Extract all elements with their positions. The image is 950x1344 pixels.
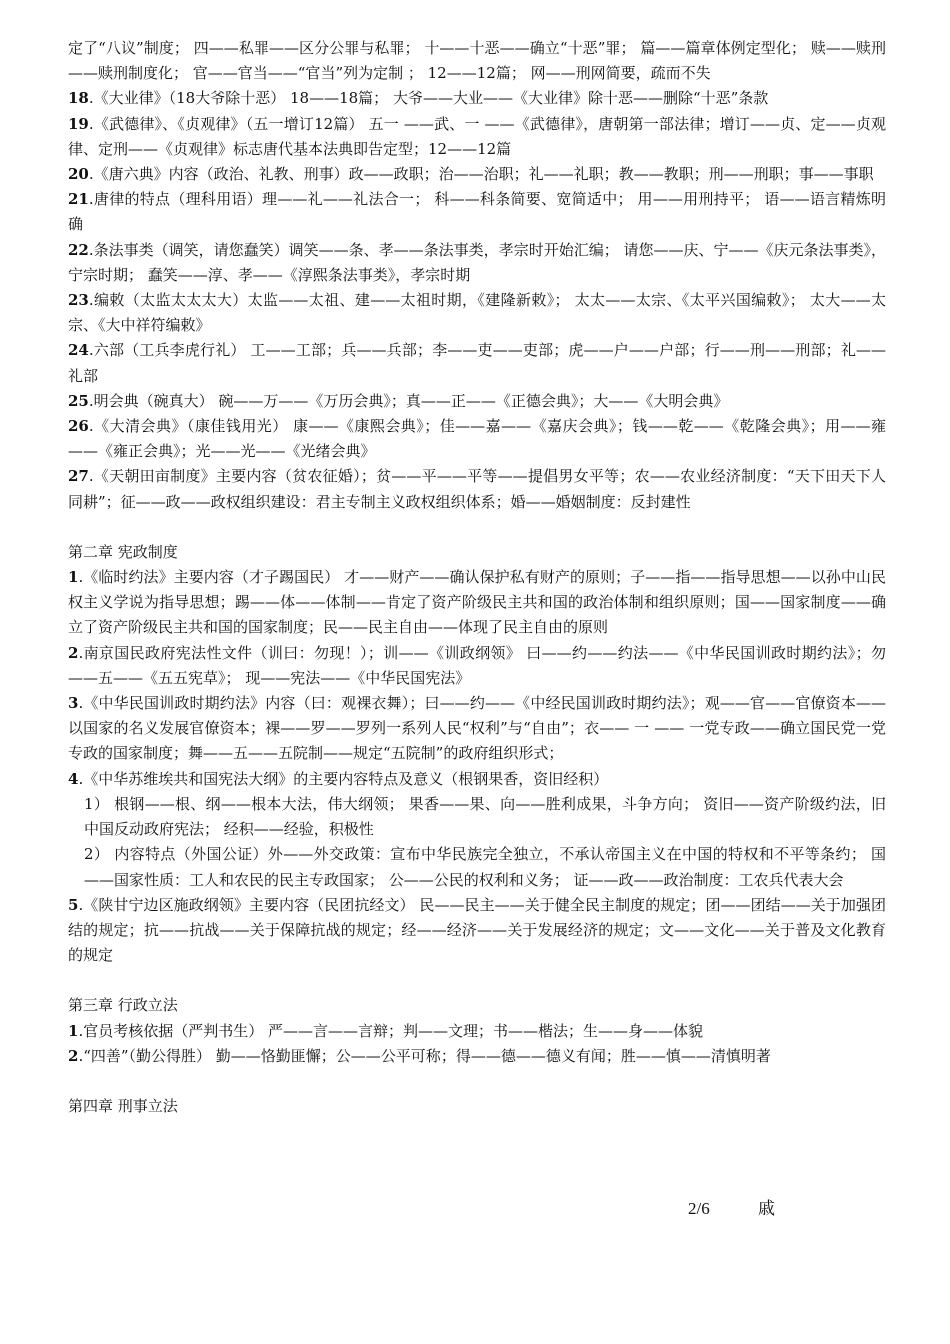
item-number: 20 bbox=[68, 165, 89, 184]
item-number: 1 bbox=[68, 1021, 79, 1040]
list-item bbox=[68, 86, 886, 111]
list-item bbox=[68, 162, 886, 187]
item-number: 24 bbox=[68, 341, 89, 360]
item-text: .《大清会典》（康佳钱用光） 康——《康熙会典》；佳——嘉——《嘉庆会典》；钱——乾——《乾隆会典》；用——雍——《雍正会典》；光——光——《光绪会典》 bbox=[68, 417, 886, 461]
item-text: .《大业律》（18大爷除十恶） 18——18篇； 大爷——大业——《大业律》除十恶——删除“十恶”条款 bbox=[88, 89, 769, 108]
chapter-heading: 第二章 宪政制度 bbox=[68, 542, 178, 561]
sub-paragraph bbox=[68, 842, 886, 892]
list-item bbox=[68, 464, 886, 514]
list-item bbox=[68, 1044, 886, 1069]
item-number: 1 bbox=[68, 568, 79, 587]
item-number: 3 bbox=[68, 694, 79, 713]
list-item bbox=[68, 414, 886, 464]
list-item bbox=[68, 767, 886, 792]
item-number: 23 bbox=[68, 291, 89, 310]
footer-mark: 戚 bbox=[757, 1199, 775, 1218]
list-item bbox=[68, 389, 886, 414]
item-text: .《唐六典》内容（政治、礼教、刑事）政——政职；治——治职；礼——礼职；教——教职；刑——刑职；事——事职 bbox=[88, 165, 874, 184]
item-number: 26 bbox=[68, 417, 89, 436]
item-number: 22 bbox=[68, 240, 89, 259]
item-text: .《中华苏维埃共和国宪法大纲》的主要内容特点及意义（根钢果香，资旧经积） bbox=[78, 769, 609, 788]
list-item bbox=[68, 893, 886, 969]
list-item bbox=[68, 565, 886, 641]
item-text: .明会典（碗真大） 碗——万——《万历会典》；真——正——《正德会典》；大——《大明会典》 bbox=[88, 391, 729, 410]
item-number: 27 bbox=[68, 467, 89, 486]
item-text: 2） 内容特点（外国公证）外——外交政策：宣布中华民族完全独立，不承认帝国主义在中国的特权和不平等条约； 国——国家性质：工人和农民的民主专政国家； 公——公民的权利和义务； 证——政——政治制度：工农兵代表大会 bbox=[84, 845, 886, 889]
item-number: 18 bbox=[68, 89, 89, 108]
list-item bbox=[68, 288, 886, 338]
item-text: .《临时约法》主要内容（才子踢国民） 才——财产——确认保护私有财产的原则；子——指——指导思想——以孙中山民权主义学说为指导思想；踢——体——体制——肯定了资产阶级民主共和国的政治体制和组织原则；国——国家制度——确立了资产阶级民主共和国的国家制度；民——民主自由——体现了民主自由的原则 bbox=[68, 568, 886, 637]
chapter-heading: 第四章 刑事立法 bbox=[68, 1096, 178, 1115]
item-text: .《天朝田亩制度》主要内容（贫农征婚）；贫——平——平等——提倡男女平等；农——农业经济制度：“天下田天下人同耕”；征——政——政权组织建设：君主专制主义政权组织体系；婚——婚姻制度：反封建性 bbox=[68, 467, 886, 511]
item-text: .南京国民政府宪法性文件（训曰：勿现！）；训——《训政纲领》 曰——约——约法——《中华民国训政时期约法》；勿——五——《五五宪草》； 现——宪法——《中华民国宪法》 bbox=[68, 643, 886, 687]
item-text: 1） 根钢——根、纲——根本大法，伟大纲领； 果香——果、向——胜利成果，斗争方向； 资旧——资产阶级约法，旧中国反动政府宪法； 经积——经验，积极性 bbox=[84, 794, 886, 839]
list-item bbox=[68, 641, 886, 691]
item-text: .六部（工兵李虎行礼） 工——工部；兵——兵部；李——吏——吏部；虎——户——户部；行——刑——刑部；礼——礼部 bbox=[68, 341, 886, 385]
item-text: .《中华民国训政时期约法》内容（曰：观裸衣舞）；曰——约——《中经民国训政时期约法》；观——官——官僚资本——以国家的名义发展官僚资本；裸——罗——罗列一系列人民“权利”与“自由”；衣—— 一 —— 一党专政——确立国民党一党专政的国家制度；舞——五——五院制——规定“五院制”的政府组织形式； bbox=[68, 694, 886, 763]
item-number: 2 bbox=[68, 1046, 79, 1065]
list-item bbox=[68, 338, 886, 388]
list-item bbox=[68, 1019, 886, 1044]
page-number: 2/6 bbox=[688, 1199, 710, 1218]
item-number: 21 bbox=[68, 190, 89, 209]
item-text: .官员考核依据（严判书生） 严——言——言辩；判——文理；书——楷法；生——身——体貌 bbox=[78, 1021, 703, 1040]
section-gap bbox=[68, 1069, 886, 1094]
section-gap bbox=[68, 968, 886, 993]
chapter-heading: 第三章 行政立法 bbox=[68, 996, 178, 1015]
item-number: 4 bbox=[68, 769, 79, 788]
sub-paragraph bbox=[68, 792, 886, 842]
page-footer bbox=[688, 1194, 775, 1219]
document-body bbox=[68, 36, 886, 1119]
item-text: .条法事类（调笑，请您蠢笑）调笑——条、孝——条法事类，孝宗时开始汇编； 请您——庆、宁——《庆元条法事类》，宁宗时期； 蠢笑——淳、孝——《淳熙条法事类》，孝宗时期 bbox=[68, 240, 886, 284]
item-text: 定了“八议”制度； 四——私罪——区分公罪与私罪； 十——十恶——确立“十恶”罪； 篇——篇章体例定型化； 赎——赎刑——赎刑制度化； 官——官当——“官当”列为定制 ； 12——12篇； 网——刑网简要，疏而不失 bbox=[68, 39, 886, 83]
item-number: 5 bbox=[68, 895, 79, 914]
section-gap bbox=[68, 515, 886, 540]
list-item bbox=[68, 691, 886, 767]
item-text: .《陕甘宁边区施政纲领》主要内容（民团抗经文） 民——民主——关于健全民主制度的规定；团——团结——关于加强团结的规定；抗——抗战——关于保障抗战的规定；经——经济——关于发展经济的规定；文——文化——关于普及文化教育的规定 bbox=[68, 895, 886, 965]
item-text: .编敕（太监太太太大）太监——太祖、建——太祖时期，《建隆新敕》； 太太——太宗、《太平兴国编敕》； 太大——太宗、《大中祥符编敕》 bbox=[68, 291, 886, 335]
list-item bbox=[68, 36, 886, 86]
list-item bbox=[68, 112, 886, 162]
list-item bbox=[68, 238, 886, 288]
item-text: .唐律的特点（理科用语）理——礼——礼法合一； 科——科条简要、宽简适中； 用——用刑持平； 语——语言精炼明确 bbox=[68, 190, 886, 234]
item-number: 25 bbox=[68, 391, 89, 410]
item-number: 2 bbox=[68, 643, 79, 662]
item-text: .《武德律》、《贞观律》（五一增订12篇） 五一 ——武、一 ——《武德律》，唐朝第一部法律；增订——贞、定——贞观律、定刑——《贞观律》标志唐代基本法典即告定型；12——12篇 bbox=[68, 114, 886, 158]
item-number: 19 bbox=[68, 114, 89, 133]
list-item bbox=[68, 187, 886, 237]
item-text: .“四善”（勤公得胜） 勤——恪勤匪懈；公——公平可称；得——德——德义有闻；胜——慎——清慎明著 bbox=[78, 1046, 771, 1065]
